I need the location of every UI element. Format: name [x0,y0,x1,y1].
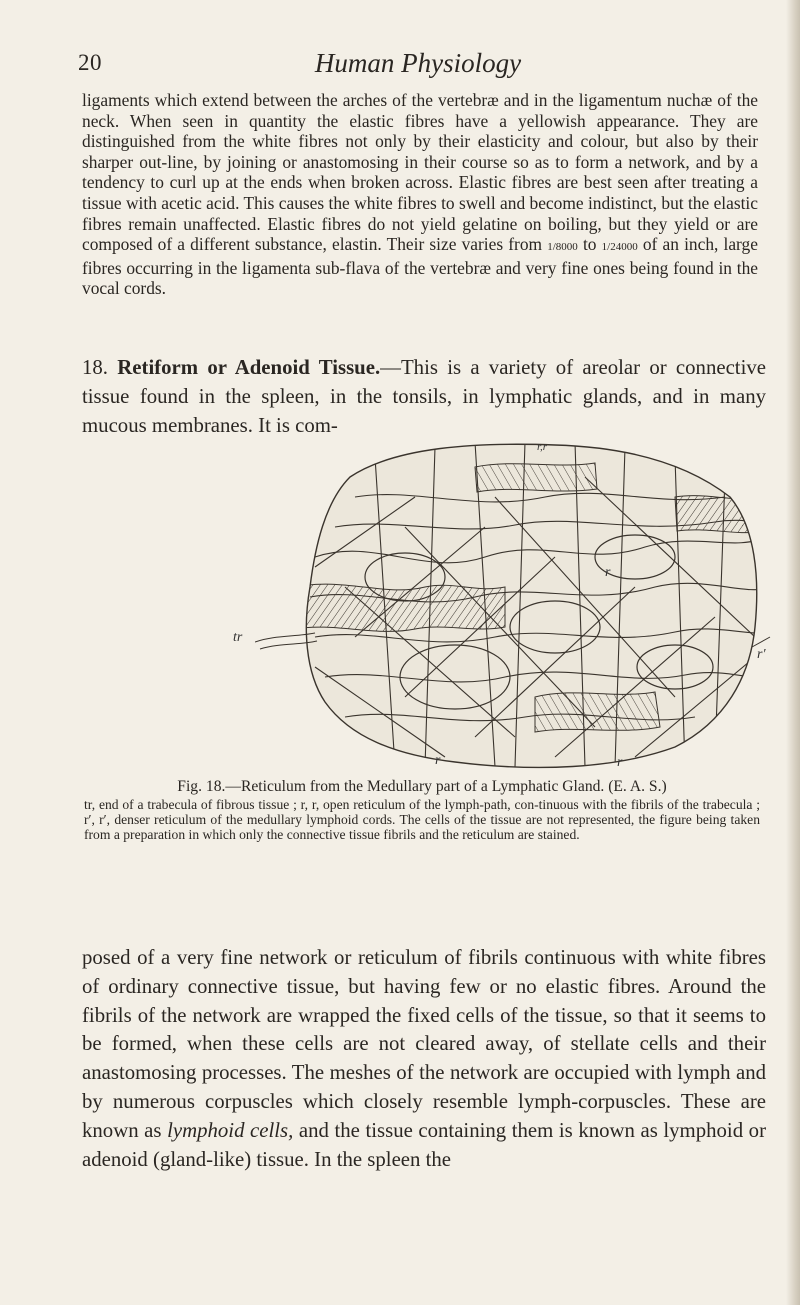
label-r-bottom-right: r [617,755,623,770]
paragraph-2-text: —This is a variety of areolar or connective tissue found in the spleen, in the tonsils, in lymphatic glands, and in many mucous membranes. It is com- [82,356,766,437]
paragraph-1-text: ligaments which extend between the arches of the vertebræ and in the ligamentum nuchæ of the neck. When seen in quantity the elastic fibres have a yellowish appearance. They are distinguished from the white fibres not only by their elasticity and colour, but also by their sharper out-line, by joining or anastomosing in their course so as to form a network, and by a tendency to curl up at the ends when broken across. Elastic fibres are best seen after treating a tissue with acetic acid. This causes the white fibres to swell and become indistinct, but the elastic fibres remain unaffected. Elastic fibres do not yield gelatine on boiling, but they yield or are composed of a different substance, elastin. Their size varies from [82,90,758,255]
paragraph-1-end: of an inch, large fibres occurring in the ligamenta sub-flava of the vertebræ and very fine ones being found in the vocal cords. [82,234,758,299]
page-header [78,48,758,82]
fraction-connector: to [582,234,597,255]
reticulum-illustration [255,437,775,777]
paragraph-3-text-a: posed of a very fine network or reticulum of fibrils continuous with white fibres of ordinary connective tissue, but having few or no elastic fibres. Around the fibrils of the network are wrapped the fixed cells of the tissue, so that it seems to be formed, when these cells are not cleared away, of stellate cells and their anastomosing processes. The meshes of the network are occupied with lymph and by numerous corpuscles which closely resemble lymph-corpuscles. These are known as [82,946,766,1142]
section-heading: Retiform or Adenoid Tissue. [117,356,381,379]
section-number: 18. [82,356,108,379]
figure-caption-body: tr, end of a trabecula of fibrous tissue ; r, r, open reticulum of the lymph-path, con-tinuous with the fibrils of the trabecula ; r′, r′, denser reticulum of the medullary lymphoid cords. The cells of the tissue are not represented, the figure being taken from a preparation in which only the connective tissue fibrils and the reticulum are stained. [84,797,760,843]
figure-caption-title: Fig. 18.—Reticulum from the Medullary part of a Lymphatic Gland. (E. A. S.) [177,778,667,795]
paragraph-retiform-continued [82,944,766,1174]
fraction-2: 1/24000 [601,241,638,254]
page-number: 20 [78,50,102,75]
running-title: Human Physiology [314,48,522,78]
lymphoid-cells-term: lymphoid cells, [167,1118,294,1142]
figure-reticulum [233,437,775,777]
paragraph-3-text-b: and the tissue containing them is known as lymphoid or adenoid (gland-like) tissue. In the spleen the [82,1118,766,1171]
paragraph-elastic-fibres [82,90,758,299]
label-tr: tr [233,630,243,645]
fraction-1: 1/8000 [547,241,578,254]
page-edge-shadow [786,0,800,1305]
reticulum-network [255,437,775,777]
label-r-bottom-left: r [435,753,441,768]
label-r-prime: r′ [757,647,766,662]
label-r-top: r,r [537,441,548,453]
label-r-mid: r [605,565,611,580]
paragraph-retiform-intro [82,353,766,440]
